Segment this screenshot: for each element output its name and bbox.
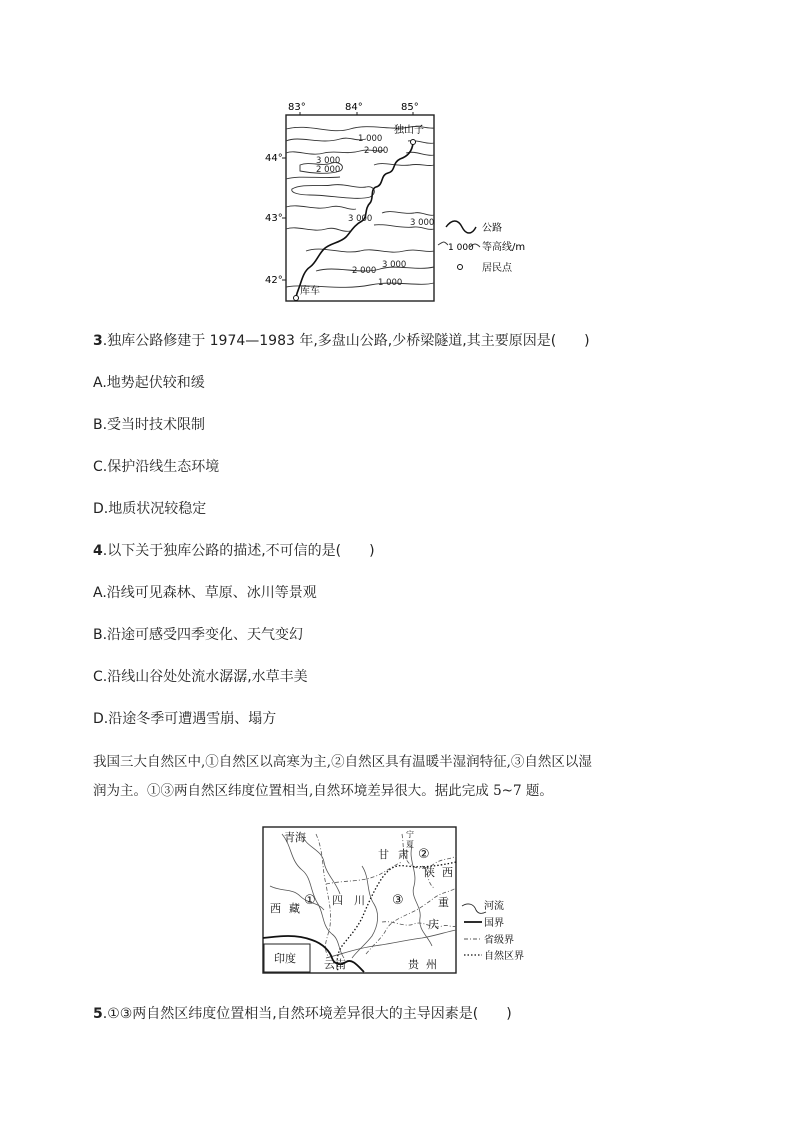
- settlement-legend-icon: [458, 265, 463, 270]
- region-sichuan-1: 四: [332, 894, 343, 907]
- intro-line-2: 润为主。①③两自然区纬度位置相当,自然环境差异很大。据此完成 5~7 题。: [93, 783, 553, 799]
- question-4-text: .以下关于独库公路的描述,不可信的是( ): [102, 543, 375, 559]
- contour-label: 1 000: [358, 134, 383, 144]
- natural-regions-map: [262, 826, 548, 976]
- settlement-kuche-icon: [294, 296, 299, 301]
- contour-label: 2 000: [316, 165, 341, 175]
- region-guizhou-1: 贵: [408, 958, 419, 971]
- contour-legend-icon: [438, 242, 448, 245]
- question-3-number: 3: [93, 333, 103, 349]
- contour-label: 3 000: [316, 156, 341, 166]
- region-chongqing-2: 庆: [428, 918, 439, 931]
- river-legend-icon: [462, 904, 486, 913]
- question-5-number: 5: [93, 1006, 103, 1022]
- question-5: [93, 1004, 512, 1024]
- road-legend-icon: [446, 221, 476, 233]
- contour-label: 1 000: [378, 278, 403, 288]
- region-xizang-1: 西: [270, 902, 281, 915]
- legend-provincial-border: 省级界: [484, 935, 514, 946]
- contour-lines: [286, 126, 434, 287]
- region-guizhou-2: 州: [426, 958, 437, 971]
- legend-settlement: 居民点: [482, 263, 512, 274]
- q4-option-d[interactable]: D.沿途冬季可遭遇雪崩、塌方: [93, 711, 277, 727]
- region-ningxia-1: 宁: [406, 830, 414, 839]
- legend-natural-boundary: 自然区界: [484, 951, 524, 962]
- q3-option-c[interactable]: C.保护沿线生态环境: [93, 459, 220, 475]
- legend-national-border: 国界: [484, 918, 504, 929]
- region-gansu-1: 甘: [378, 848, 389, 861]
- contour-label: 2 000: [364, 146, 389, 156]
- question-3: [93, 331, 590, 351]
- question-5-text: .①③两自然区纬度位置相当,自然环境差异很大的主导因素是( ): [102, 1006, 512, 1022]
- question-4-number: 4: [93, 543, 103, 559]
- lat-label-42: 42°: [265, 275, 283, 286]
- place-kuche: 库车: [300, 286, 320, 297]
- region-shaanxi-1: 陕: [424, 866, 435, 879]
- q4-option-b[interactable]: B.沿途可感受四季变化、天气变幻: [93, 627, 304, 643]
- region-sichuan-2: 川: [354, 894, 365, 907]
- region-india: 印度: [274, 952, 296, 965]
- legend-road: 公路: [482, 223, 502, 234]
- zone-3: ③: [392, 893, 404, 908]
- q3-option-b[interactable]: B.受当时技术限制: [93, 417, 206, 433]
- region-qinghai: 青海: [284, 831, 306, 844]
- region-ningxia-2: 夏: [406, 840, 414, 849]
- legend-river: 河流: [484, 901, 504, 912]
- contour-label: 3 000: [348, 214, 373, 224]
- region-yunnan: 云南: [324, 958, 346, 971]
- q3-option-d[interactable]: D.地质状况较稳定: [93, 501, 207, 517]
- q4-option-a[interactable]: A.沿线可见森林、草原、冰川等景观: [93, 585, 317, 601]
- settlement-dushanzi-icon: [411, 140, 416, 145]
- lat-label-44: 44°: [265, 153, 283, 164]
- place-dushanzi: 独山子: [394, 125, 424, 136]
- legend-contour: 等高线/m: [482, 242, 526, 253]
- region-chongqing-1: 重: [438, 896, 449, 909]
- region-shaanxi-2: 西: [442, 866, 453, 879]
- question-4: [93, 541, 375, 561]
- q4-option-c[interactable]: C.沿线山谷处处流水潺潺,水草丰美: [93, 669, 308, 685]
- legend-contour-value: 1 000: [448, 243, 474, 253]
- q3-option-a[interactable]: A.地势起伏较和缓: [93, 375, 205, 391]
- lon-label-84: 84°: [345, 102, 363, 113]
- contour-label: 3 000: [382, 260, 407, 270]
- contour-label: 3 000: [410, 218, 435, 228]
- dushanzi-kuche-contour-map: [265, 95, 540, 310]
- intro-line-1: 我国三大自然区中,①自然区以高寒为主,②自然区具有温暖半湿润特征,③自然区以湿: [93, 754, 592, 770]
- zone-2: ②: [418, 847, 430, 862]
- zone-1: ①: [304, 893, 316, 908]
- lon-label-85: 85°: [401, 102, 419, 113]
- question-3-text: .独库公路修建于 1974—1983 年,多盘山公路,少桥梁隧道,其主要原因是( ): [102, 333, 590, 349]
- region-xizang-2: 藏: [289, 902, 300, 915]
- lat-label-43: 43°: [265, 213, 283, 224]
- contour-label: 2 000: [352, 266, 377, 276]
- lon-label-83: 83°: [288, 102, 306, 113]
- region-gansu-2: 肃: [398, 848, 409, 861]
